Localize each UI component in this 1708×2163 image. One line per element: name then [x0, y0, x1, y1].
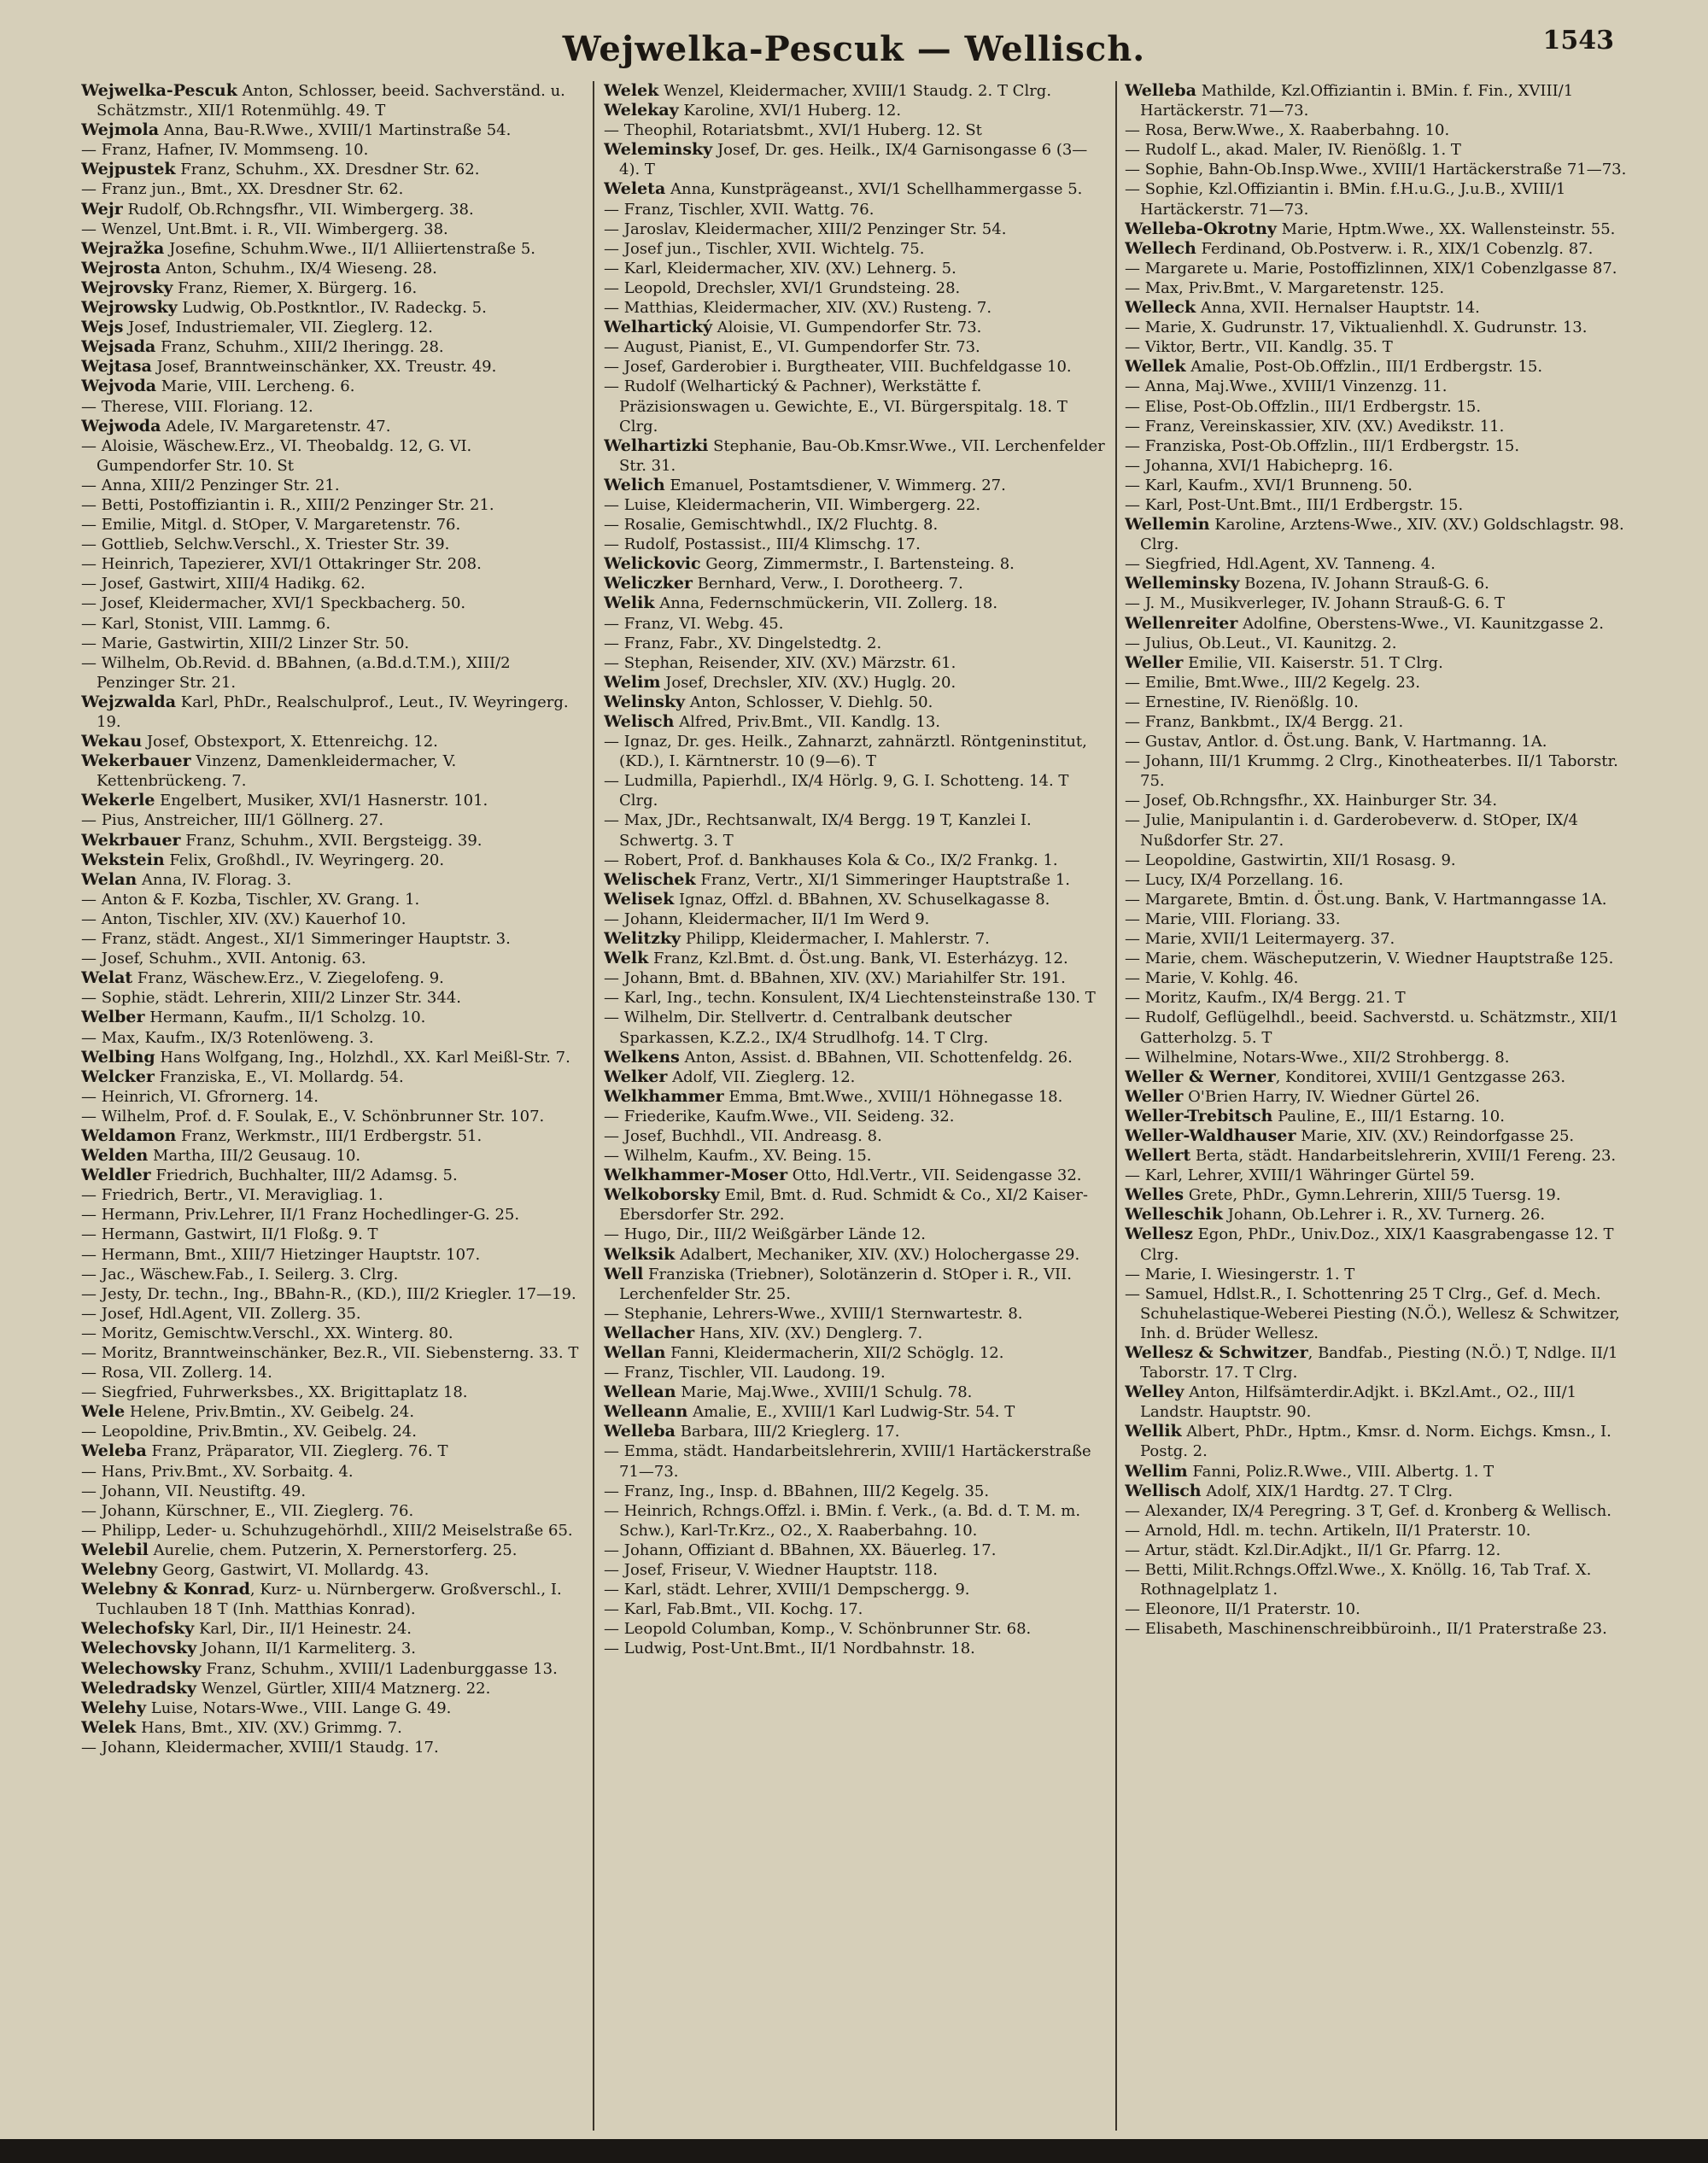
directory-entry: Wejpustek Franz, Schuhm., XX. Dresdner Str. 62. — [81, 160, 480, 179]
directory-entry: — Heinrich, Rchngs.Offzl. i. BMin. f. Verk., (a. Bd. d. T. M. m. Schw.), Karl-Tr.Krz., O2., X. Raaberbahng. 10. — [604, 1501, 1081, 1540]
directory-entry: Welkens Anton, Assist. d. BBahnen, VII. Schottenfeldg. 26. — [604, 1047, 1073, 1067]
directory-entry: Wekrbauer Franz, Schuhm., XVII. Bergsteigg. 39. — [81, 830, 483, 850]
directory-entry: — Wilhelmine, Notars-Wwe., XII/2 Strohbergg. 8. — [1125, 1048, 1510, 1067]
directory-entry: — Marie, VIII. Floriang. 33. — [1125, 909, 1341, 928]
directory-entry: — Franz, Tischler, XVII. Wattg. 76. — [604, 200, 874, 219]
directory-entry: Welbing Hans Wolfgang, Ing., Holzhdl., XX. Karl Meißl-Str. 7. — [81, 1047, 570, 1067]
directory-entry: — Josef, Gastwirt, XIII/4 Hadikg. 62. — [81, 575, 366, 593]
directory-entry: — Rudolf L., akad. Maler, IV. Rienößlg. 1. T — [1125, 141, 1461, 160]
directory-entry: Welleba Mathilde, Kzl.Offizіantin i. BMin. f. Fin., XVIII/1 Hartäckerstr. 71—73. — [1125, 81, 1574, 120]
directory-entry: Wellean Marie, Maj.Wwe., XVIII/1 Schulg. 78. — [604, 1383, 973, 1402]
directory-entry: — Therese, VIII. Floriang. 12. — [81, 397, 313, 416]
directory-entry: — Franz, Tischler, VII. Laudong. 19. — [604, 1364, 886, 1383]
directory-entry: — Julius, Ob.Leut., VI. Kaunitzg. 2. — [1125, 634, 1397, 652]
directory-entry: — Betti, Postoffiziantin i. R., XIII/2 Penzinger Str. 21. — [81, 495, 494, 514]
directory-entry: Welim Josef, Drechsler, XIV. (XV.) Huglg. 20. — [604, 672, 956, 692]
directory-entry: — Anna, XIII/2 Penzinger Str. 21. — [81, 476, 340, 494]
directory-entry: Wele Helene, Priv.Bmtin., XV. Geibelg. 24. — [81, 1402, 415, 1422]
directory-entry: — Max, Kaufm., IX/3 Rotenlöweng. 3. — [81, 1028, 374, 1047]
directory-entry: Welleschik Johann, Ob.Lehrer i. R., XV. Turnerg. 26. — [1125, 1205, 1546, 1225]
directory-entry: — Karl, Lehrer, XVIII/1 Währinger Gürtel 59. — [1125, 1166, 1475, 1185]
directory-entry: — Philipp, Leder- u. Schuhzugehörhdl., XIII/2 Meiselstraße 65. — [81, 1521, 573, 1540]
directory-entry: — Karl, Post-Unt.Bmt., III/1 Erdbergstr. 15. — [1125, 495, 1464, 514]
directory-entry: Wejvoda Marie, VIII. Lercheng. 6. — [81, 377, 355, 396]
directory-entry: — Karl, Kleidermacher, XIV. (XV.) Lehnerg. 5. — [604, 259, 956, 278]
directory-entry: Wejtasa Josef, Branntweinschänker, XX. Treustr. 49. — [81, 357, 497, 377]
directory-entry: — Heinrich, Tapezierer, XVI/1 Ottakringer Str. 208. — [81, 555, 482, 574]
directory-entry: Welechovsky Johann, II/1 Karmeliterg. 3. — [81, 1639, 417, 1658]
directory-entry: — Josef, Kleidermacher, XVI/1 Speckbacherg. 50. — [81, 594, 466, 613]
columns — [81, 81, 1627, 2131]
directory-entry: — Karl, Kaufm., XVI/1 Brunneng. 50. — [1125, 476, 1413, 494]
directory-entry: — Johann, Kleidermacher, II/1 Im Werd 9. — [604, 909, 930, 928]
directory-entry: — Franz, Ing., Insp. d. BBahnen, III/2 Kegelg. 35. — [604, 1482, 990, 1500]
directory-entry: Wekerbauer Vinzenz, Damenkleidermacher, V. Kettenbrückeng. 7. — [81, 751, 457, 791]
directory-entry: — Franz, Bankbmt., IX/4 Bergg. 21. — [1125, 713, 1404, 731]
directory-entry: — Ernestine, IV. Rienößlg. 10. — [1125, 693, 1359, 711]
directory-entry: — Franz jun., Bmt., XX. Dresdner Str. 62. — [81, 180, 404, 199]
directory-entry: — Emilie, Bmt.Wwe., III/2 Kegelg. 23. — [1125, 673, 1420, 692]
directory-entry: Welan Anna, IV. Florag. 3. — [81, 869, 292, 889]
directory-entry: Welechofsky Karl, Dir., II/1 Heinestr. 24. — [81, 1619, 412, 1639]
directory-entry: Welcker Franziska, E., VI. Mollardg. 54. — [81, 1067, 404, 1086]
directory-entry: — Margarete, Bmtin. d. Öst.ung. Bank, V. Hartmanngasse 1A. — [1125, 890, 1607, 909]
directory-entry: — Sophie, Kzl.Offiziantin i. BMin. f.H.u.G., J.u.B., XVIII/1 Hartäckerstr. 71—73. — [1125, 180, 1566, 219]
directory-entry: — Stephanie, Lehrers-Wwe., XVIII/1 Sternwartestr. 8. — [604, 1304, 1023, 1323]
directory-entry: — Siegfried, Hdl.Agent, XV. Tanneng. 4. — [1125, 555, 1436, 574]
directory-entry: Weliczker Bernhard, Verw., I. Dorotheerg. 7. — [604, 574, 963, 593]
directory-entry: Wellek Amalie, Post-Ob.Offzlin., III/1 Erdbergstr. 15. — [1125, 357, 1543, 377]
directory-entry: — Marie, XVII/1 Leitermayerg. 37. — [1125, 930, 1395, 949]
directory-entry: Welleba-Okrotny Marie, Hptm.Wwe., XX. Wallensteinstr. 55. — [1125, 219, 1616, 238]
directory-entry: Welles Grete, PhDr., Gymn.Lehrerin, XIII/5 Tuersg. 19. — [1125, 1185, 1561, 1205]
directory-entry: Wekerle Engelbert, Musiker, XVI/1 Hasnerstr. 101. — [81, 791, 488, 810]
directory-entry: — Leopold, Drechsler, XVI/1 Grundsteing. 28. — [604, 278, 961, 297]
directory-entry: Wellemin Karoline, Arztens-Wwe., XIV. (XV.) Goldschlagstr. 98. Clrg. — [1125, 515, 1624, 554]
directory-entry: — Viktor, Bertr., VII. Kandlg. 35. T — [1125, 338, 1393, 357]
directory-entry: Wellan Fanni, Kleidermacherin, XII/2 Schöglg. 12. — [604, 1343, 1004, 1362]
scan-edge — [0, 2139, 1708, 2163]
directory-entry: — Marie, X. Gudrunstr. 17, Viktualienhdl. X. Gudrunstr. 13. — [1125, 319, 1588, 337]
directory-entry: — Sophie, städt. Lehrerin, XIII/2 Linzer Str. 344. — [81, 989, 461, 1008]
directory-entry: Weller & Werner, Konditorei, XVIII/1 Gentzgasse 263. — [1125, 1067, 1566, 1086]
directory-entry: Welhartický Aloisie, VI. Gumpendorfer Str. 73. — [604, 318, 982, 337]
directory-entry: Welleminsky Bozena, IV. Johann Strauß-G. 6. — [1125, 574, 1489, 593]
directory-entry: Well Franziska (Triebner), Solotänzerin d. StOper i. R., VII. Lerchenfelder Str. 25. — [604, 1264, 1072, 1303]
directory-entry: — Marie, chem. Wäschеputzerin, V. Wiedner Hauptstraße 125. — [1125, 950, 1614, 968]
directory-entry: — Rosa, VII. Zollerg. 14. — [81, 1364, 272, 1383]
directory-entry: — Franziska, Post-Ob.Offzlin., III/1 Erdbergstr. 15. — [1125, 436, 1520, 455]
directory-entry: Welhartizki Stephanie, Bau-Ob.Kmsr.Wwe., VII. Lerchenfelder Str. 31. — [604, 436, 1105, 475]
directory-entry: — Ludwig, Post-Unt.Bmt., II/1 Nordbahnstr. 18. — [604, 1640, 975, 1658]
directory-entry: Welich Emanuel, Postamtsdiener, V. Wimmerg. 27. — [604, 475, 1006, 494]
directory-entry: Welker Adolf, VII. Zieglerg. 12. — [604, 1067, 856, 1086]
directory-entry: Welkhammer Emma, Bmt.Wwe., XVIII/1 Höhnegasse 18. — [604, 1086, 1063, 1106]
directory-entry: — Karl, städt. Lehrer, XVIII/1 Dempschergg. 9. — [604, 1581, 970, 1599]
directory-entry: — Sophie, Bahn-Ob.Insp.Wwe., XVIII/1 Hartäckerstraße 71—73. — [1125, 161, 1627, 179]
directory-entry: — Moritz, Kaufm., IX/4 Bergg. 21. T — [1125, 989, 1406, 1008]
directory-entry: Wekstein Felix, Großhdl., IV. Weyringerg. 20. — [81, 850, 445, 869]
directory-entry: — Franz, städt. Angest., XI/1 Simmeringer Hauptstr. 3. — [81, 930, 511, 949]
directory-entry: Wellisch Adolf, XIX/1 Hardtg. 27. T Clrg. — [1125, 1481, 1454, 1500]
directory-entry: Weller-Waldhauser Marie, XIV. (XV.) Reindorfgasse 25. — [1125, 1125, 1575, 1145]
directory-entry: Welek Wenzel, Kleidermacher, XVIII/1 Staudg. 2. T Clrg. — [604, 81, 1052, 100]
directory-entry: Wejrosta Anton, Schuhm., IX/4 Wieseng. 28. — [81, 258, 437, 278]
directory-entry: Welechowsky Franz, Schuhm., XVIII/1 Ladenburggasse 13. — [81, 1658, 558, 1678]
page-header — [0, 24, 1708, 75]
directory-entry: — Rudolf (Welhartický & Pachner), Werkstätte f. Präzisionswagen u. Gewichte, E., VI. Bürgerspitalg. 18. T Clrg. — [604, 377, 1068, 436]
directory-entry: — August, Pianist, E., VI. Gumpendorfer Str. 73. — [604, 338, 980, 357]
directory-entry: — Josef, Hdl.Agent, VII. Zollerg. 35. — [81, 1304, 361, 1323]
directory-entry: — Franz, Hafner, IV. Mommseng. 10. — [81, 141, 369, 160]
directory-entry: — Aloisie, Wäschew.Erz., VI. Theobaldg. 12, G. VI. Gumpendorfer Str. 10. St — [81, 436, 472, 475]
directory-entry: Welleck Anna, XVII. Hernalser Hauptstr. 14. — [1125, 298, 1480, 318]
directory-entry: — Wilhelm, Dir. Stellvertr. d. Centralbank deutscher Sparkassen, K.Z.2., IX/4 Strudlhofg. 14. T Clrg. — [604, 1008, 1012, 1047]
directory-entry: Welden Martha, III/2 Geusaug. 10. — [81, 1146, 361, 1166]
directory-entry: — Hermann, Gastwirt, II/1 Floßg. 9. T — [81, 1225, 378, 1244]
directory-entry: — Eleonore, II/1 Praterstr. 10. — [1125, 1600, 1360, 1619]
directory-entry: — Josef, Ob.Rchngsfhr., XX. Hainburger Str. 34. — [1125, 792, 1498, 810]
directory-entry: — Ignaz, Dr. ges. Heilk., Zahnarzt, zahnärztl. Röntgeninstitut, (KD.), I. Kärntnerstr. 10 (9—6). T — [604, 733, 1087, 771]
directory-entry: — Theophil, Rotariatsbmt., XVI/1 Huberg. 12. St — [604, 121, 982, 140]
directory-entry: Welickovic Georg, Zimmermstr., I. Bartensteing. 8. — [604, 554, 1015, 574]
directory-entry: Wejwoda Adele, IV. Margaretenstr. 47. — [81, 416, 391, 436]
directory-entry: — Rudolf, Postassist., III/4 Klimschg. 17. — [604, 535, 921, 554]
directory-entry: Welinsky Anton, Schlosser, V. Diehlg. 50. — [604, 692, 933, 711]
directory-entry: — Gustav, Antlor. d. Öst.ung. Bank, V. Hartmanng. 1A. — [1125, 733, 1547, 751]
directory-entry: Welk Franz, Kzl.Bmt. d. Öst.ung. Bank, VI. Esterházyg. 12. — [604, 949, 1068, 968]
directory-entry: — Friedrich, Bertr., VI. Meravigliag. 1. — [81, 1186, 383, 1205]
directory-entry: — Karl, Stonist, VIII. Lammg. 6. — [81, 614, 331, 633]
directory-entry: Wejražka Josefine, Schuhm.Wwe., II/1 Alliiertenstraße 5. — [81, 238, 536, 258]
directory-entry: Wellech Ferdinand, Ob.Postverw. i. R., XIX/1 Cobenzlg. 87. — [1125, 238, 1594, 258]
directory-entry: — Rudolf, Geflügelhdl., beeid. Sachverstd. u. Schätzmstr., XII/1 Gatterholzg. 5. T — [1125, 1008, 1619, 1047]
directory-entry: — Wilhelm, Kaufm., XV. Being. 15. — [604, 1147, 872, 1166]
directory-entry: Wejs Josef, Industriemaler, VII. Zieglerg. 12. — [81, 318, 433, 337]
directory-entry: Welekay Karoline, XVI/1 Huberg. 12. — [604, 101, 902, 120]
directory-entry: — Jesty, Dr. techn., Ing., BBahn-R., (KD.), III/2 Kriegler. 17—19. — [81, 1284, 576, 1303]
directory-entry: — Hermann, Bmt., XIII/7 Hietzinger Hauptstr. 107. — [81, 1245, 481, 1264]
directory-entry: — Max, JDr., Rechtsanwalt, IX/4 Bergg. 19 T, Kanzlei I. Schwertg. 3. T — [604, 811, 1032, 850]
directory-entry: Welley Anton, Hilfsämterdir.Adjkt. i. BKzl.Amt., O2., III/1 Landstr. Hauptstr. 90. — [1125, 1383, 1577, 1422]
directory-entry: Wellenreiter Adolfine, Oberstens-Wwe., VI. Kaunitzgasse 2. — [1125, 613, 1604, 633]
directory-entry: — Josef jun., Tischler, XVII. Wichtelg. 75. — [604, 239, 925, 258]
directory-entry: — Franz, Vereinskassier, XIV. (XV.) Avedikstr. 11. — [1125, 417, 1505, 436]
directory-entry: Wekau Josef, Obstexport, X. Ettenreichg. 12. — [81, 732, 438, 751]
directory-entry: Welisek Ignaz, Offzl. d. BBahnen, XV. Schuselkagasse 8. — [604, 889, 1050, 909]
directory-entry: — Robert, Prof. d. Bankhauses Kola & Co., IX/2 Frankg. 1. — [604, 851, 1058, 869]
directory-entry: — Margarete u. Marie, Postoffizlinnen, XIX/1 Cobenzlgasse 87. — [1125, 259, 1617, 278]
directory-entry: Weller O'Brien Harry, IV. Wiedner Gürtel 26. — [1125, 1086, 1480, 1106]
directory-entry: — Jaroslav, Kleidermacher, XIII/2 Penzinger Str. 54. — [604, 219, 1007, 238]
directory-entry: — Anton, Tischler, XIV. (XV.) Kauerhof 10. — [81, 909, 407, 928]
directory-entry: — Max, Priv.Bmt., V. Margaretenstr. 125. — [1125, 278, 1445, 297]
directory-entry: Wejrovsky Franz, Riemer, X. Bürgerg. 16. — [81, 278, 418, 297]
directory-entry: — Moritz, Gemischtw.Verschl., XX. Winterg. 80. — [81, 1324, 453, 1342]
directory-entry: — Josef, Buchhdl., VII. Andreasg. 8. — [604, 1126, 882, 1145]
directory-entry: — Gottlieb, Selchw.Verschl., X. Triester Str. 39. — [81, 535, 450, 554]
column-3 — [1125, 81, 1629, 2131]
directory-entry: — Luise, Kleidermacherin, VII. Wimbergerg. 22. — [604, 495, 981, 514]
directory-entry: Wellim Fanni, Poliz.R.Wwe., VIII. Albertg. 1. T — [1125, 1461, 1494, 1481]
directory-entry: — Betti, Milit.Rchngs.Offzl.Wwe., X. Knöllg. 16, Tab Traf. X. Rothnagelplatz 1. — [1125, 1561, 1592, 1599]
directory-entry: — Marie, V. Kohlg. 46. — [1125, 969, 1299, 988]
directory-entry: Welisch Alfred, Priv.Bmt., VII. Kandlg. 13. — [604, 712, 940, 731]
directory-entry: — Artur, städt. Kzl.Dir.Adjkt., II/1 Gr. Pfarrg. 12. — [1125, 1540, 1501, 1559]
directory-entry: — Johanna, XVI/1 Habichергg. 16. — [1125, 456, 1394, 475]
directory-entry: Welek Hans, Bmt., XIV. (XV.) Grimmg. 7. — [81, 1717, 402, 1737]
directory-entry: — Johann, Kleidermacher, XVIII/1 Staudg. 17. — [81, 1738, 439, 1757]
directory-entry: Weleminsky Josef, Dr. ges. Heilk., IX/4 Garnisongasse 6 (3—4). T — [604, 140, 1088, 179]
directory-entry: Welat Franz, Wäschew.Erz., V. Ziegelofeng. 9. — [81, 968, 444, 988]
directory-entry: Welleba Barbara, III/2 Krieglerg. 17. — [604, 1422, 900, 1441]
directory-entry: — Lucy, IX/4 Porzellang. 16. — [1125, 870, 1344, 889]
directory-entry: — Elisabeth, Maschinenschreibbüroinh., II/1 Praterstraße 23. — [1125, 1620, 1607, 1639]
directory-entry: — Johann, VII. Neustiftg. 49. — [81, 1482, 307, 1500]
directory-entry: — Elise, Post-Ob.Offzlin., III/1 Erdbergstr. 15. — [1125, 397, 1482, 416]
directory-entry: — Pius, Anstreicher, III/1 Göllnerg. 27. — [81, 811, 384, 830]
directory-entry: Wejmola Anna, Bau-R.Wwe., XVIII/1 Martinstraße 54. — [81, 120, 512, 140]
directory-entry: Wellert Berta, städt. Handarbeitslehrerin, XVIII/1 Fereng. 23. — [1125, 1146, 1617, 1166]
directory-entry: — Johann, III/1 Krummg. 2 Clrg., Kinotheaterbes. II/1 Taborstr. 75. — [1125, 752, 1618, 791]
directory-entry: — J. M., Musikverleger, IV. Johann Strauß-G. 6. T — [1125, 594, 1505, 613]
directory-entry: Wejr Rudolf, Ob.Rchngsfhr., VII. Wimbergerg. 38. — [81, 199, 474, 219]
directory-entry: Welleann Amalie, E., XVIII/1 Karl Ludwig-Str. 54. T — [604, 1402, 1015, 1422]
column-1 — [81, 81, 585, 2131]
directory-entry: — Jac., Wäschew.Fab., I. Seilerg. 3. Clrg. — [81, 1265, 399, 1283]
directory-entry: Welehy Luise, Notars-Wwe., VIII. Lange G. 49. — [81, 1698, 452, 1717]
directory-entry: Wellacher Hans, XIV. (XV.) Denglerg. 7. — [604, 1323, 923, 1342]
directory-entry: — Emma, städt. Handarbeitslehrerin, XVIII/1 Hartäckerstraße 71—73. — [604, 1442, 1091, 1481]
directory-entry: — Moritz, Branntweinschänker, Bez.R., VII. Siebensterng. 33. T — [81, 1344, 579, 1362]
directory-entry: Welebny & Konrad, Kurz- u. Nürnbergerw. Großverschl., I. Tuchlauben 18 T (Inh. Matthias Konrad). — [81, 1580, 562, 1619]
directory-entry: — Josef, Schuhm., XVII. Antonig. 63. — [81, 950, 366, 968]
directory-entry: Wejzwalda Karl, PhDr., Realschulprof., Leut., IV. Weyringerg. 19. — [81, 692, 569, 731]
directory-entry: Wejsada Franz, Schuhm., XIII/2 Iheringg. 28. — [81, 337, 444, 357]
directory-entry: Welkoborsky Emil, Bmt. d. Rud. Schmidt & Co., XI/2 Kaiser-Ebersdorfer Str. 292. — [604, 1185, 1088, 1225]
directory-entry: Wejwelka-Pescuk Anton, Schlosser, beeid. Sachverständ. u. Schätzmstr., XII/1 Rotenmühlg. 49. T — [81, 81, 565, 120]
directory-entry: — Leopoldine, Gastwirtin, XII/1 Rosasg. 9. — [1125, 851, 1456, 869]
directory-entry: — Franz, Fabr., XV. Dingelstedtg. 2. — [604, 634, 882, 652]
directory-entry: — Arnold, Hdl. m. techn. Artikeln, II/1 Praterstr. 10. — [1125, 1521, 1531, 1540]
directory-entry: — Karl, Fab.Bmt., VII. Kochg. 17. — [604, 1600, 863, 1619]
directory-entry: — Anna, Maj.Wwe., XVIII/1 Vinzenzg. 11. — [1125, 377, 1448, 396]
directory-entry: Wellik Albert, PhDr., Hptm., Kmsr. d. Norm. Eichgs. Kmsn., I. Postg. 2. — [1125, 1422, 1611, 1461]
directory-entry: — Friederike, Kaufm.Wwe., VII. Seideng. 32. — [604, 1107, 955, 1125]
directory-entry: Weldler Friedrich, Buchhalter, III/2 Adamsg. 5. — [81, 1166, 458, 1185]
directory-entry: Welber Hermann, Kaufm., II/1 Scholzg. 10. — [81, 1008, 426, 1027]
directory-entry: Welksik Adalbert, Mechaniker, XIV. (XV.) Holochergasse 29. — [604, 1244, 1080, 1264]
directory-entry: Wellesz Egon, PhDr., Univ.Doz., XIX/1 Kaasgrabengasse 12. T Clrg. — [1125, 1225, 1614, 1264]
directory-entry: — Wilhelm, Prof. d. F. Soulak, E., V. Schönbrunner Str. 107. — [81, 1107, 545, 1125]
directory-entry: Welitzky Philipp, Kleidermacher, I. Mahlerstr. 7. — [604, 929, 990, 949]
directory-entry: — Leopold Columban, Komp., V. Schönbrunner Str. 68. — [604, 1620, 1032, 1639]
column-2 — [604, 81, 1108, 2131]
directory-entry: — Franz, VI. Webg. 45. — [604, 614, 784, 633]
directory-entry: — Leopoldine, Priv.Bmtin., XV. Geibelg. 24. — [81, 1423, 417, 1441]
directory-entry: — Karl, Ing., techn. Konsulent, IX/4 Liechtensteinstraße 130. T — [604, 989, 1096, 1008]
directory-entry: Welkhammer-Moser Otto, Hdl.Vertr., VII. Seidengasse 32. — [604, 1166, 1082, 1185]
directory-entry: — Josef, Garderobier i. Burgtheater, VIII. Buchfeldgasse 10. — [604, 358, 1072, 377]
directory-entry: — Heinrich, VI. Gfrornerg. 14. — [81, 1087, 319, 1106]
directory-entry: — Hans, Priv.Bmt., XV. Sorbaitg. 4. — [81, 1462, 354, 1481]
directory-entry: — Johann, Bmt. d. BBahnen, XIV. (XV.) Mariahilfer Str. 191. — [604, 969, 1066, 988]
directory-entry: — Ludmilla, Papierhdl., IX/4 Hörlg. 9, G. I. Schotteng. 14. T Clrg. — [604, 772, 1069, 810]
directory-entry: — Johann, Offiziant d. BBahnen, XX. Bäuerleg. 17. — [604, 1540, 997, 1559]
directory-entry: — Wilhelm, Ob.Revid. d. BBahnen, (a.Bd.d.T.M.), XIII/2 Penzinger Str. 21. — [81, 653, 511, 692]
directory-entry: — Hermann, Priv.Lehrer, II/1 Franz Hochedlinger-G. 25. — [81, 1206, 520, 1225]
directory-entry: — Julie, Manipulantin i. d. Garderobeverw. d. StOper, IX/4 Nußdorfer Str. 27. — [1125, 811, 1578, 850]
directory-entry: Welebil Aurelie, chem. Putzerin, X. Pernerstorferg. 25. — [81, 1540, 518, 1559]
directory-entry: Weleba Franz, Präparator, VII. Zieglerg. 76. T — [81, 1441, 448, 1461]
directory-entry: — Anton & F. Kozba, Tischler, XV. Grang. 1. — [81, 890, 420, 909]
directory-entry: — Alexander, IX/4 Peregring. 3 T, Gef. d. Kronberg & Wellisch. — [1125, 1501, 1611, 1520]
column-divider — [593, 81, 594, 2131]
directory-entry: — Johann, Kürschner, E., VII. Zieglerg. 76. — [81, 1501, 414, 1520]
directory-entry: — Wenzel, Unt.Bmt. i. R., VII. Wimbergerg. 38. — [81, 219, 448, 238]
running-title: Wejwelka-Pescuk — Wellisch. — [562, 29, 1146, 69]
directory-entry: — Emilie, Mitgl. d. StOper, V. Margaretenstr. 76. — [81, 516, 461, 535]
directory-entry: Weledradsky Wenzel, Gürtler, XIII/4 Matznerg. 22. — [81, 1678, 491, 1698]
directory-entry: — Marie, Gastwirtin, XIII/2 Linzer Str. 50. — [81, 634, 410, 652]
column-divider — [1115, 81, 1117, 2131]
directory-entry: — Stephan, Reisender, XIV. (XV.) Märzstr. 61. — [604, 653, 956, 672]
directory-entry: — Samuel, Hdlst.R., I. Schottenring 25 T Clrg., Gef. d. Mech. Schuhelastique-Weberei Piesting (N.Ö.), Wellesz & Schwitzer, Inh. d. Brüder Wellesz. — [1125, 1284, 1620, 1342]
directory-entry: — Marie, I. Wiesingerstr. 1. T — [1125, 1265, 1355, 1283]
directory-entry: Weller-Trebitsch Pauline, E., III/1 Estarng. 10. — [1125, 1106, 1505, 1125]
directory-entry: — Josef, Friseur, V. Wiedner Hauptstr. 118. — [604, 1561, 938, 1580]
directory-entry: Welebny Georg, Gastwirt, VI. Mollardg. 43. — [81, 1560, 430, 1580]
page-number: 1543 — [1542, 26, 1614, 56]
directory-entry: — Hugo, Dir., III/2 Weißgärber Lände 12. — [604, 1225, 926, 1244]
directory-entry: Weldamon Franz, Werkmstr., III/1 Erdbergstr. 51. — [81, 1125, 483, 1145]
directory-entry: Welischek Franz, Vertr., XI/1 Simmeringer Hauptstraße 1. — [604, 869, 1071, 889]
directory-entry: Wellesz & Schwitzer, Bandfab., Piesting (N.Ö.) T, Ndlge. II/1 Taborstr. 17. T Clrg. — [1125, 1343, 1618, 1383]
directory-entry: Weller Emilie, VII. Kaiserstr. 51. T Clrg. — [1125, 652, 1443, 672]
directory-entry: Wejrowsky Ludwig, Ob.Postkntlor., IV. Radeckg. 5. — [81, 298, 487, 318]
directory-entry: Welik Anna, Federnschmückerin, VII. Zollerg. 18. — [604, 593, 998, 613]
directory-entry: — Siegfried, Fuhrwerksbes., XX. Brigittaplatz 18. — [81, 1383, 468, 1402]
directory-entry: — Rosalie, Gemischtwhdl., IX/2 Fluchtg. 8. — [604, 516, 939, 535]
directory-entry: — Matthias, Kleidermacher, XIV. (XV.) Rusteng. 7. — [604, 299, 992, 318]
directory-entry: — Rosa, Berw.Wwe., X. Raaberbahng. 10. — [1125, 121, 1450, 140]
directory-entry: Weleta Anna, Kunstprägeanst., XVI/1 Schellhammergasse 5. — [604, 179, 1083, 199]
